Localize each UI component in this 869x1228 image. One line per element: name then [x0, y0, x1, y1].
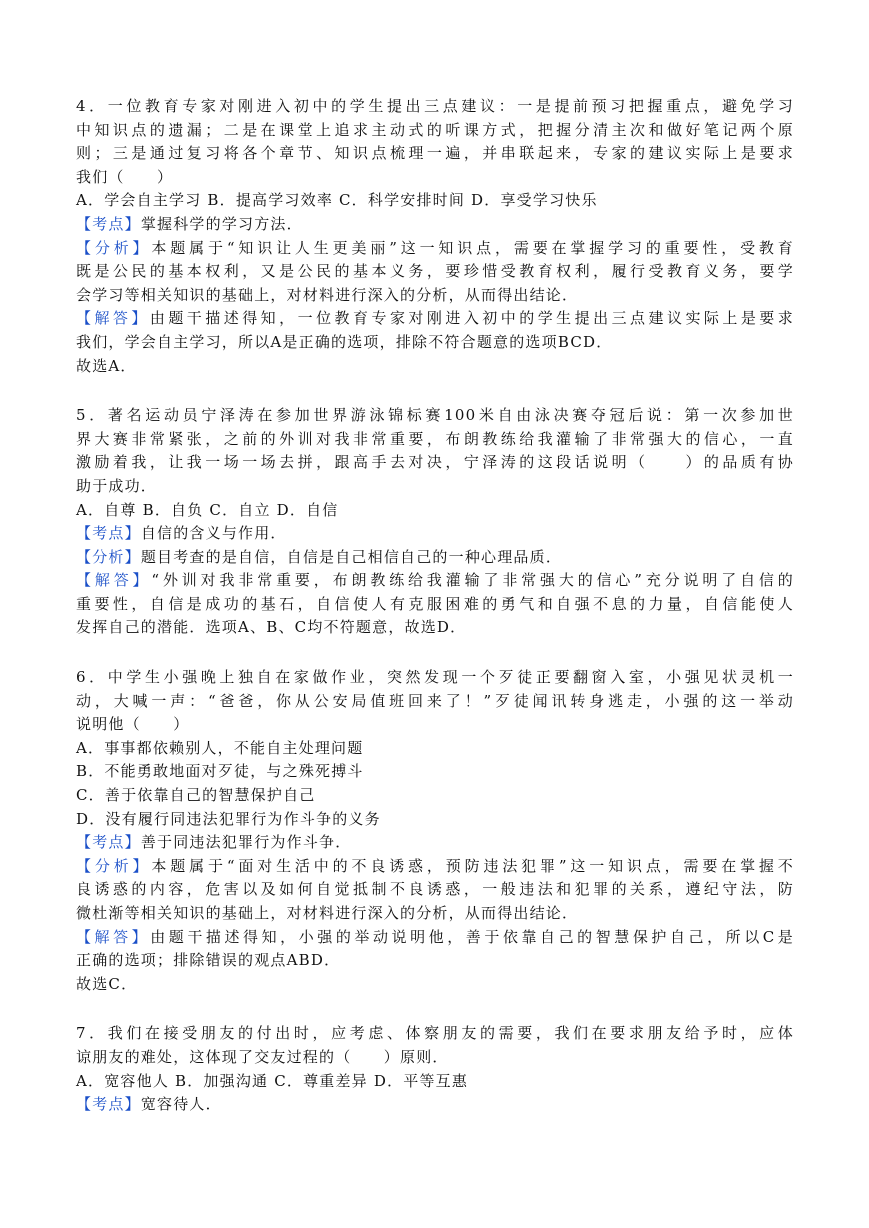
question-6	[76, 666, 794, 996]
options-line: A．宽容他人 B．加强沟通 C．尊重差异 D．平等互惠	[76, 1071, 469, 1090]
jieda-continued-line: 我们，学会自主学习，所以A是正确的选项，排除不符合题意的选项BCD．	[76, 332, 613, 351]
kaodian-tag: 【考点】	[76, 833, 141, 852]
fenxi-continued-line: 会学习等相关知识的基础上，对材料进行深入的分析，从而得出结论．	[76, 285, 579, 304]
option-line: C．善于依靠自己的智慧保护自己	[76, 786, 316, 805]
question-stem-line: 4．一位教育专家对刚进入初中的学生提出三点建议：一是提前预习把握重点，避免学习	[76, 97, 794, 115]
document-page	[76, 95, 794, 1143]
options-line: A．自尊 B．自负 C．自立 D．自信	[76, 500, 339, 519]
question-stem-line: 7．我们在接受朋友的付出时，应考虑、体察朋友的需要，我们在要求朋友给予时，应体	[76, 1024, 794, 1043]
fenxi-continued-line: 既是公民的基本权利，又是公民的基本义务，要珍惜受教育权利，履行受教育义务，要学	[76, 262, 794, 281]
question-7	[76, 1022, 794, 1116]
jieda-tag: 【解答】	[76, 571, 152, 590]
jieda-tag: 【解答】	[76, 927, 151, 946]
question-stem-line: 则；三是通过复习将各个章节、知识点梳理一遍，并串联起来，专家的建议实际上是要求	[76, 144, 794, 163]
question-stem-line: 界大赛非常紧张，之前的外训对我非常重要，布朗教练给我灌输了非常强大的信心，一直	[76, 429, 794, 448]
fenxi-text: 本题属于“面对生活中的不良诱惑，预防违法犯罪”这一知识点，需要在掌握不	[151, 856, 794, 875]
option-line: A．事事都依赖别人，不能自主处理问题	[76, 738, 364, 757]
jieda-line	[76, 307, 794, 331]
jieda-line	[76, 926, 794, 950]
jieda-text: “外训对我非常重要，布朗教练给我灌输了非常强大的信心”充分说明了自信的	[151, 571, 794, 590]
question-stem-line: 动，大喊一声：“爸爸，你从公安局值班回来了！”歹徒闻讯转身逃走，小强的这一举动	[76, 691, 794, 710]
kaodian-text: 善于同违法犯罪行为作斗争．	[140, 833, 352, 852]
question-stem-line: 助于成功．	[76, 476, 158, 495]
fenxi-tag: 【分析】	[76, 547, 141, 566]
kaodian-line	[76, 1093, 794, 1117]
question-5	[76, 404, 794, 640]
fenxi-text: 本题属于“知识让人生更美丽”这一知识点，需要在掌握学习的重要性，受教育	[151, 238, 794, 257]
kaodian-tag: 【考点】	[76, 1095, 141, 1114]
question-4	[76, 95, 794, 378]
kaodian-line	[76, 213, 794, 237]
question-stem-line: 中知识点的遗漏；二是在课堂上追求主动式的听课方式，把握分清主次和做好笔记两个原	[76, 120, 794, 139]
kaodian-text: 掌握科学的学习方法．	[140, 214, 303, 233]
kaodian-tag: 【考点】	[76, 214, 141, 233]
question-stem-line: 6．中学生小强晚上独自在家做作业，突然发现一个歹徒正要翻窗入室，小强见状灵机一	[76, 668, 794, 687]
question-stem-line: 谅朋友的难处，这体现了交友过程的（ ）原则．	[76, 1047, 449, 1066]
question-stem-line: 激励着我，让我一场一场去拼，跟高手去对决，宁泽涛的这段话说明（ ）的品质有协	[76, 453, 794, 472]
option-line: B．不能勇敢地面对歹徒，与之殊死搏斗	[76, 762, 364, 781]
jieda-text: 由题干描述得知，小强的举动说明他，善于依靠自己的智慧保护自己，所以C是	[150, 927, 794, 946]
fenxi-continued-line: 微杜渐等相关知识的基础上，对材料进行深入的分析，从而得出结论．	[76, 904, 579, 922]
fenxi-tag: 【分析】	[76, 238, 152, 257]
jieda-continued-line: 发挥自己的潜能．选项A、B、C均不符题意，故选D．	[76, 618, 467, 637]
question-stem-line: 5．著名运动员宁泽涛在参加世界游泳锦标赛100米自由泳决赛夺冠后说：第一次参加世	[76, 406, 794, 425]
question-stem-line: 我们（ ）	[76, 167, 174, 186]
kaodian-tag: 【考点】	[76, 524, 141, 543]
kaodian-text: 宽容待人．	[140, 1095, 222, 1114]
fenxi-line	[76, 546, 794, 570]
fenxi-continued-line: 良诱惑的内容，危害以及如何自觉抵制不良诱惑，一般违法和犯罪的关系，遵纪守法，防	[76, 880, 794, 899]
kaodian-line	[76, 522, 794, 546]
fenxi-line	[76, 237, 794, 261]
jieda-continued-line: 重要性，自信是成功的基石，自信使人有克服困难的勇气和自强不息的力量，自信能使人	[76, 594, 794, 613]
jieda-text: 由题干描述得知，一位教育专家对刚进入初中的学生提出三点建议实际上是要求	[149, 309, 794, 328]
jieda-continued-line: 故选A．	[76, 356, 137, 375]
fenxi-line	[76, 855, 794, 879]
question-stem-line: 说明他（ ）	[76, 715, 190, 734]
fenxi-text: 题目考查的是自信，自信是自己相信自己的一种心理品质．	[140, 547, 563, 566]
kaodian-text: 自信的含义与作用．	[140, 524, 287, 543]
jieda-continued-line: 故选C．	[76, 974, 138, 993]
options-line: A．学会自主学习 B．提高学习效率 C．科学安排时间 D．享受学习快乐	[76, 191, 598, 210]
fenxi-tag: 【分析】	[76, 856, 152, 875]
kaodian-line	[76, 831, 794, 855]
jieda-line	[76, 569, 794, 593]
jieda-tag: 【解答】	[76, 309, 150, 328]
option-line: D．没有履行同违法犯罪行为作斗争的义务	[76, 809, 381, 828]
jieda-continued-line: 正确的选项；排除错误的观点ABD．	[76, 951, 341, 970]
